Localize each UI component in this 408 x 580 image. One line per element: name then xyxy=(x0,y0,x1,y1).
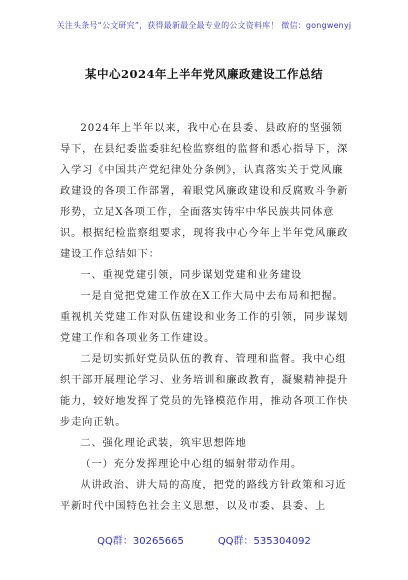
paragraph-3: 从讲政治、讲大局的高度，把党的路线方针政策和习近平新时代中国特色社会主义思想，以及市委、县委、上 xyxy=(60,480,347,512)
paragraph-intro: 2024年上半年以来，我中心在县委、县政府的坚强领导下，在县纪委监委驻纪检监察组的监督和悉心指导下，深入学习《中国共产党纪律处分条例》，认真落实关于党风廉政建设的各项工作部署，着眼党风廉政建设和反腐败斗争新形势，立足X各项工作，全面落实铸牢中华民族共同体意识。根据纪检监察组要求，现将我中心今年上半年党风廉政建设工作总结如下： xyxy=(60,123,349,260)
footer-qq-group-1: QQ群：30265665 xyxy=(97,536,184,547)
section-heading-1: 一、重视党建引领，同步谋划党建和业务建设 xyxy=(80,270,303,281)
footer-qq-group-2: QQ群：535304092 xyxy=(217,536,311,547)
header-banner: 关注头条号“公文研究”，获得最新最全最专业的公文资料库！ 微信：gongwenyj xyxy=(56,21,352,30)
document-title: 某中心2024年上半年党风廉政建设工作总结 xyxy=(84,67,323,81)
subsection-heading-1: （一）充分发挥理论中心组的辐射带动作用。 xyxy=(80,459,303,470)
paragraph-1: 一是自觉把党建工作放在X工作大局中去布局和把握。重视机关党建工作对队伍建设和业务工作的引领，同步谋划党建工作和各项业务工作建设。 xyxy=(60,291,349,344)
document-body xyxy=(60,118,352,517)
paragraph-2: 二是切实抓好党员队伍的教育、管理和监督。我中心组织干部开展理论学习、业务培训和廉政教育，凝聚精神提升能力，较好地发挥了党员的先锋模范作用，推动各项工作快步走向正轨。 xyxy=(60,354,349,428)
footer-contacts xyxy=(0,532,408,547)
section-heading-2: 二、强化理论武装，筑牢思想阵地 xyxy=(80,438,247,449)
